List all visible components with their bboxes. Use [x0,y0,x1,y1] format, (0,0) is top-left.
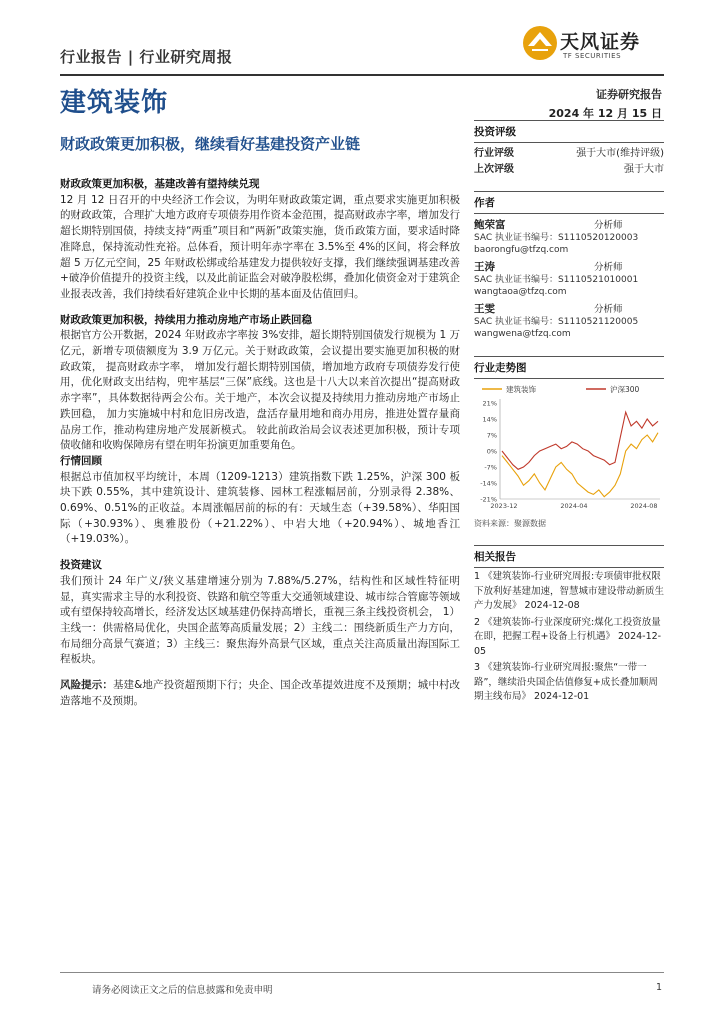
report-type: 证券研究报告 [596,88,662,101]
y-tick-label: 14% [482,415,497,424]
author-block [474,301,664,340]
trend-title: 行业走势图 [474,362,527,374]
chart-source: 资料来源：聚源数据 [474,519,546,528]
section-body: 根据总市值加权平均统计，本周（1209-1213）建筑指数下跌 1.25%，沪深 300 板块下跌 0.55%，其中建筑设计、建筑装修、园林工程涨幅居前，分别录得 2.38%、0.69%、0.51%的正收益。本周涨幅居前的标的有：天域生态（+39.58%）、华阳国际（+30.93%）、奥雅股份（+21.22%）、中岩大地（+20.94%）、城地香江（+19.03%）。 [60,470,460,546]
y-tick-label: -14% [480,479,497,488]
author-email[interactable]: baorongfu@tfzq.com [474,245,569,255]
previous-rating-value: 强于大市 [624,163,664,175]
section-body: 我们预计 24 年广义/狭义基建增速分别为 7.88%/5.27%，结构性和区域性特征明显，真实需求主导的水利投资、铁路和航空等重大交通领域建设、城市综合管廊等领域或有望保持较高增长，经济发达区域基建仍保持高增长，重视三条主线投资机会， 1）主线一：供需格局优化，央国企蓝筹高质量发展；2）主线二：围绕新质生产力方向，布局细分高景气赛道；3）主线三：聚焦海外高景气区域，重点关注高质量出海国际工程板块。 [60,574,460,666]
previous-rating-row [474,159,664,175]
page-number: 1 [655,982,662,993]
report-category: 行业报告 | 行业研究周报 [60,48,233,66]
related-report-link[interactable]: 1 《建筑装饰-行业研究周报:专项债审批权限下放利好基建加速，智慧城市建设带动新质生产力发展》 2024-12-08 [474,571,665,611]
author-email[interactable]: wangwena@tfzq.com [474,329,571,339]
y-tick-label: -21% [480,495,497,504]
sector-title: 建筑装饰 [60,88,169,118]
author-role: 分析师 [594,262,623,273]
report-date: 2024 年 12 月 15 日 [548,107,662,120]
legend-label: 沪深300 [610,385,640,394]
previous-rating-label: 上次评级 [474,163,514,175]
related-report-link[interactable]: 3 《建筑装饰-行业研究周报:聚焦“一带一路”，继续沿央国企估值修复+成长叠加顺周期主线布局》 2024-12-01 [474,662,658,702]
author-name: 王涛 [474,261,495,273]
x-tick-label: 2023-12 [490,502,518,510]
industry-rating-label: 行业评级 [474,147,514,159]
industry-rating-row [474,143,664,159]
author-role: 分析师 [594,304,623,315]
sidebar [474,120,664,705]
section-title: 行情回顾 [60,454,102,467]
author-name: 鲍荣富 [474,219,506,231]
rating-title: 投资评级 [474,126,516,138]
section-body: 12 月 12 日召开的中央经济工作会议，为明年财政政策定调，重点要求实施更加积极的财政政策，合理扩大地方政府专项债券用作资本金范围，提高财政赤字率，增加发行超长期特别国债，持续支持“两重”项目和“两新”政策实施，货币政策方面，要求适时降准降息，保持流动性充裕。总体看，预计明年赤字率在 3.5%至 4%的区间，将会释放超 5 万亿元空间，25 年财政松绑或给基建发力提供较好支撑，我们继续强调基建改善+破净价值提升的投资主线，以及此前证监会对破净股松绑，叠加化债资金对于建筑企业报表改善，我们持续看好建筑企业中长期的基本面及估值回归。 [60,193,460,300]
y-tick-label: 0% [486,447,497,456]
author-email[interactable]: wangtaoa@tfzq.com [474,287,567,297]
logo-subtitle: TF SECURITIES [563,52,622,60]
author-sac: SAC 执业证书编号：S1110520120003 [474,233,639,243]
disclaimer-note: 请务必阅读正文之后的信息披露和免责申明 [92,985,273,996]
legend-label: 建筑装饰 [506,385,536,394]
main-content [60,177,460,710]
author-sac: SAC 执业证书编号：S1110521010001 [474,275,639,285]
risk-label: 风险提示： [60,679,113,692]
footer-divider [60,972,664,973]
author-block [474,259,664,298]
authors-title: 作者 [474,197,495,209]
author-name: 王雯 [474,303,495,315]
author-sac: SAC 执业证书编号：S1110521120005 [474,317,639,327]
trend-chart [474,381,664,516]
section-title: 财政政策更加积极，持续用力推动房地产市场止跌回稳 [60,313,312,326]
y-tick-label: -7% [484,463,497,472]
risk-warning [60,678,460,709]
series-line [502,412,658,469]
section-body: 根据官方公开数据，2024 年财政赤字率按 3%安排，超长期特别国债发行规模为 1 万亿元，新增专项债额度为 3.9 万亿元。关于财政政策，会议提出要实施更加积极的财政政策， 提高财政赤字率， 增加发行超长期特别国债，增加地方政府专项债券发行使用，优化财政支出结构，兜牢基层“三保”底线。这也是十八大以来首次提出“提高财政赤字率”，具体数据待两会公布。关于地产，本次会议提及持续用力推动房地产市场止跌回稳， 加力实施城中村和危旧房改造，盘活存量用地和商办用房，推进处置存量商品房工作，推动构建房地产发展新模式。 较此前政治局会议表述更加积极，预计专项债收储和收购保障房有望在明年扮演更加重要角色。 [60,329,460,452]
section-title: 财政政策更加积极，基建改善有望持续兑现 [60,178,260,190]
x-tick-label: 2024-04 [560,502,588,510]
logo-name: 天风证券 [560,31,641,53]
related-report-link[interactable]: 2 《建筑装饰-行业深度研究:煤化工投资放量在即，把握工程+设备上行机遇》 2024-12-05 [474,616,662,657]
report-headline: 财政政策更加积极，继续看好基建投资产业链 [60,135,361,153]
y-tick-label: 21% [482,399,497,408]
x-tick-label: 2024-08 [630,502,658,510]
header-divider [60,74,664,76]
industry-rating-value: 强于大市(维持评级) [576,147,664,159]
y-tick-label: 7% [486,431,497,440]
risk-text: 基建&地产投资超预期下行；央企、国企改革提效进度不及预期；城中村改造落地不及预期。 [60,679,461,707]
related-title: 相关报告 [474,551,516,563]
author-role: 分析师 [594,220,623,231]
trend-chart-svg [474,381,664,516]
author-block [474,217,664,256]
section-title: 投资建议 [60,559,102,572]
